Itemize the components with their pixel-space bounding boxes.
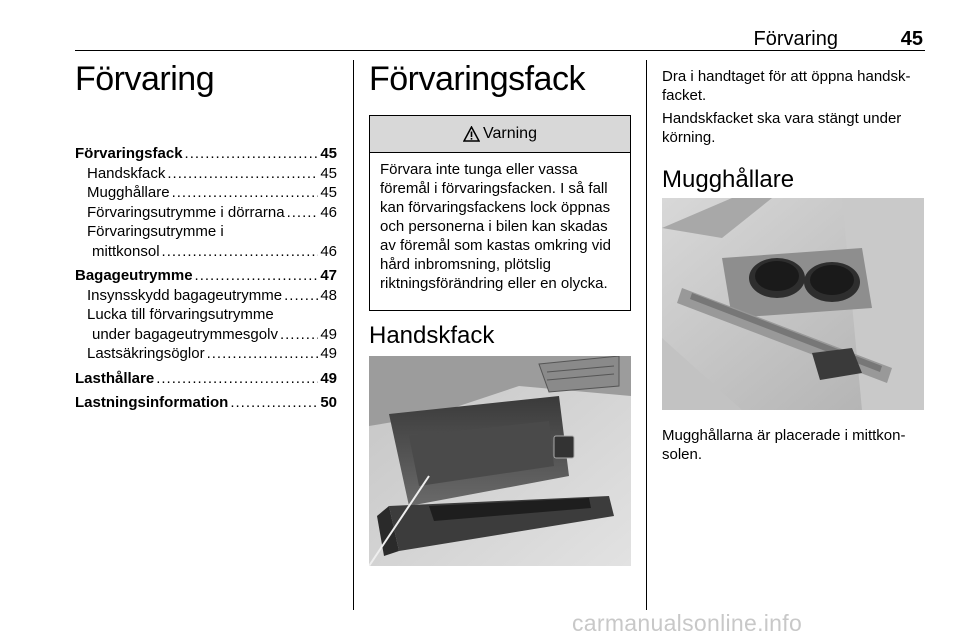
toc-entry[interactable] (75, 144, 337, 164)
toc-entry-label: Lastsäkringsöglor (87, 345, 205, 362)
header-rule (75, 50, 925, 51)
toc-entry-page: 45 (320, 145, 337, 162)
toc-entry[interactable] (75, 344, 337, 364)
section-title-glovebox: Handskfack (369, 322, 495, 349)
running-header-title: Förvaring (753, 28, 838, 50)
toc-entry-label: mittkonsol (92, 242, 160, 260)
column-divider-left (353, 60, 354, 610)
toc-entry-page: 45 (320, 184, 337, 201)
warning-title: Varning (483, 125, 537, 142)
toc-entry-label: Förvaringsfack (75, 145, 183, 162)
toc-entry-label: Förvaringsutrymme i dörrarna (87, 203, 285, 221)
toc-entry-page: 47 (320, 267, 337, 284)
toc-entry[interactable] (75, 242, 337, 262)
warning-header (370, 116, 630, 153)
page-number: 45 (900, 28, 923, 50)
watermark: carmanualsonline.info (572, 610, 803, 636)
glovebox-photo (369, 356, 631, 566)
table-of-contents (75, 144, 337, 413)
toc-entry[interactable] (75, 183, 337, 203)
glovebox-illustration (369, 356, 631, 566)
toc-entry-page: 46 (320, 242, 337, 260)
toc-entry[interactable] (75, 222, 337, 242)
toc-leader-dots (280, 325, 318, 345)
cupholder-illustration (662, 198, 924, 410)
toc-entry-page: 48 (320, 286, 337, 304)
toc-entry[interactable] (75, 369, 337, 389)
toc-entry[interactable] (75, 325, 337, 345)
toc-entry-page: 50 (320, 394, 337, 411)
glovebox-text-2: Handskfacket ska vara stängt under körning. (662, 110, 902, 146)
toc-leader-dots (284, 286, 318, 306)
toc-leader-dots (167, 164, 318, 184)
warning-triangle-icon (463, 126, 480, 142)
toc-entry[interactable] (75, 393, 337, 413)
toc-leader-dots (230, 393, 318, 413)
chapter-title: Förvaring (75, 60, 215, 98)
toc-entry-label: Lucka till förvaringsutrymme (87, 306, 274, 323)
toc-entry-page: 49 (320, 369, 337, 387)
cupholder-text: Mugghållarna är placerade i mittkon-solen. (662, 427, 906, 463)
toc-entry-page: 46 (320, 203, 337, 221)
toc-entry[interactable] (75, 203, 337, 223)
toc-entry[interactable] (75, 305, 337, 325)
toc-entry-page: 45 (320, 164, 337, 182)
toc-leader-dots (162, 242, 319, 262)
toc-entry-label: Bagageutrymme (75, 267, 193, 284)
cupholder-photo (662, 198, 924, 410)
toc-leader-dots (287, 203, 319, 223)
warning-text: Förvara inte tunga eller vassa föremål i förvaringsfacken. I så fall kan förvaringsfackens lock öppnas och personerna i bilen kan skadas av föremål som kastas omkring vid hård inbromsning, plötslig riktningsförändring eller en olycka. (380, 161, 611, 292)
toc-entry-label: Handskfack (87, 164, 166, 182)
toc-leader-dots (172, 183, 319, 203)
toc-entry[interactable] (75, 266, 337, 286)
toc-entry-label: Lasthållare (75, 369, 155, 387)
toc-leader-dots (207, 344, 319, 364)
toc-entry-label: Förvaringsutrymme i (87, 223, 224, 240)
toc-entry-label: Insynsskydd bagageutrymme (87, 286, 283, 304)
toc-entry[interactable] (75, 286, 337, 306)
column-divider-right (646, 60, 647, 610)
warning-box (369, 115, 631, 311)
toc-leader-dots (195, 266, 319, 286)
toc-entry[interactable] (75, 164, 337, 184)
glovebox-text-1: Dra i handtaget för att öppna handsk-facket. (662, 68, 911, 104)
section-title-storage: Förvaringsfack (369, 60, 585, 98)
toc-entry-label: Lastningsinformation (75, 394, 229, 411)
section-title-cupholder: Mugghållare (662, 166, 795, 193)
toc-leader-dots (156, 369, 318, 389)
toc-entry-label: Mugghållare (87, 184, 170, 201)
toc-entry-page: 49 (320, 325, 337, 343)
toc-entry-label: under bagageutrymmesgolv (92, 325, 278, 343)
toc-entry-page: 49 (320, 345, 337, 362)
toc-leader-dots (185, 144, 319, 164)
